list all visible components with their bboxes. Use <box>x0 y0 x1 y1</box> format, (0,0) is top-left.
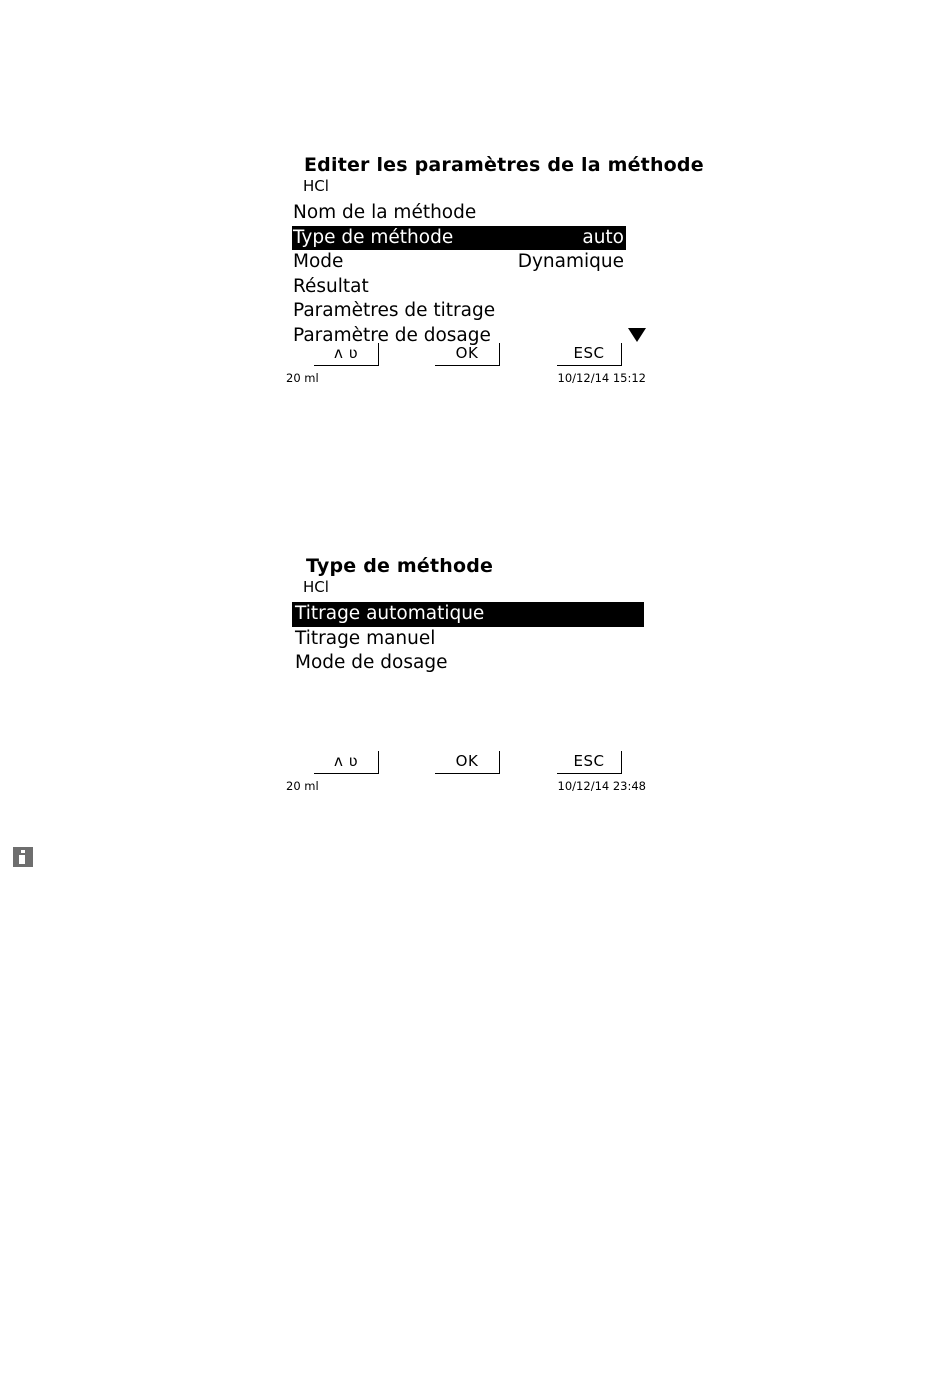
menu-item-label: Mode de dosage <box>295 652 448 674</box>
esc-button[interactable]: ESC <box>557 343 622 366</box>
method-name-label: HCl <box>303 177 329 195</box>
method-edit-screen <box>280 153 704 393</box>
menu-item-mode[interactable] <box>292 250 626 275</box>
esc-button[interactable]: ESC <box>557 751 622 774</box>
menu-item-method-name[interactable] <box>292 201 626 226</box>
menu-item-label: Résultat <box>293 275 369 297</box>
menu-item-manual-titration[interactable] <box>292 627 644 652</box>
burette-volume: 20 ml <box>286 371 319 385</box>
datetime: 10/12/14 23:48 <box>557 779 646 793</box>
menu-item-result[interactable] <box>292 275 626 300</box>
ok-button[interactable]: OK <box>435 751 500 774</box>
menu-item-titration-params[interactable] <box>292 299 626 324</box>
method-type-menu <box>292 602 644 676</box>
triangle-down-icon <box>628 328 646 342</box>
ok-button[interactable]: OK <box>435 343 500 366</box>
datetime: 10/12/14 15:12 <box>557 371 646 385</box>
menu-item-dosing-mode[interactable] <box>292 651 644 676</box>
up-down-button[interactable]: ʌ ʋ <box>314 751 379 774</box>
menu-item-automatic-titration[interactable] <box>292 602 644 627</box>
menu-item-label: Paramètres de titrage <box>293 300 496 322</box>
menu-item-label: Mode <box>293 251 344 273</box>
menu-item-label: Nom de la méthode <box>293 202 477 223</box>
burette-volume: 20 ml <box>286 779 319 793</box>
menu-item-label: Type de méthode <box>293 226 454 248</box>
menu-item-label: Titrage manuel <box>295 627 436 649</box>
menu-item-label: Paramètre de dosage <box>293 324 491 346</box>
screen-title: Type de méthode <box>306 555 494 577</box>
menu-item-method-type[interactable] <box>292 226 626 251</box>
info-icon <box>13 847 33 867</box>
method-name-label: HCl <box>303 578 329 596</box>
screen-title: Editer les paramètres de la méthode <box>304 154 704 176</box>
parameter-menu <box>292 201 626 349</box>
up-down-button[interactable]: ʌ ʋ <box>314 343 379 366</box>
menu-item-label: Titrage automatique <box>295 603 485 624</box>
method-type-screen <box>280 554 652 794</box>
menu-item-value: Dynamique <box>517 251 624 273</box>
menu-item-value: auto <box>582 226 624 248</box>
